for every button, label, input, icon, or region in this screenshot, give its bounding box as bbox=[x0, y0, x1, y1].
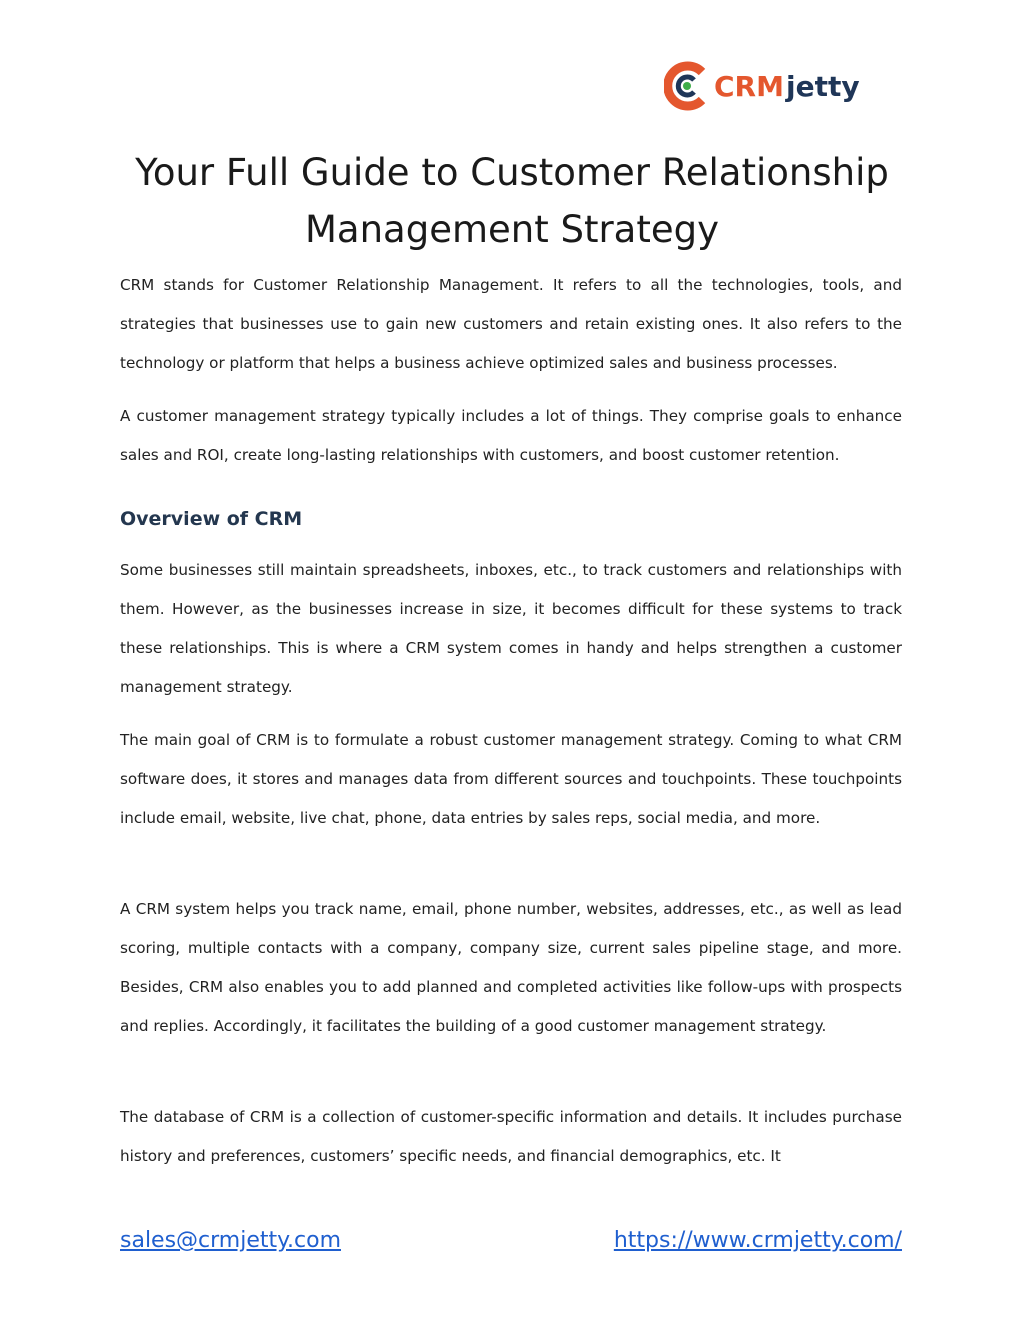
crmjetty-logo-icon bbox=[664, 60, 710, 112]
title-line-2: Management Strategy bbox=[304, 208, 720, 251]
logo-jetty-text: jetty bbox=[785, 69, 860, 103]
overview-paragraph-2: The main goal of CRM is to formulate a robust customer management strategy. Coming to what CRM software does, it stores and manages data from different sources and touchpoints. These touchpoints include email, website, live chat, phone, data entries by sales reps, social media, and more. bbox=[120, 731, 902, 827]
intro-paragraph-2: A customer management strategy typically includes a lot of things. They comprise goals to enhance sales and ROI, create long-lasting relationships with customers, and boost customer retention. bbox=[120, 407, 902, 464]
logo-crm-text: CRM bbox=[714, 69, 784, 103]
page-title bbox=[120, 144, 904, 258]
overview-paragraph-3: A CRM system helps you track name, email, phone number, websites, addresses, etc., as well as lead scoring, multiple contacts with a company, company size, current sales pipeline stage, and more. Besides, CRM also enables you to add planned and completed activities like follow-ups with prospects and replies. Accordingly, it facilitates the building of a good customer management strategy. bbox=[120, 900, 902, 1035]
intro-paragraph-1: CRM stands for Customer Relationship Management. It refers to all the technologies, tools, and strategies that businesses use to gain new customers and retain existing ones. It also refers to the technology or platform that helps a business achieve optimized sales and business processes. bbox=[120, 276, 902, 372]
footer-website-link[interactable]: https://www.crmjetty.com/ bbox=[613, 1228, 902, 1253]
section-heading-overview: Overview of CRM bbox=[120, 508, 303, 530]
overview-paragraph-4: The database of CRM is a collection of customer-specific information and details. It includes purchase history and preferences, customers’ specific needs, and financial demographics, etc. It bbox=[120, 1108, 902, 1165]
title-line-1: Your Full Guide to Customer Relationship bbox=[135, 151, 889, 194]
crmjetty-logo bbox=[664, 58, 860, 114]
overview-paragraph-1: Some businesses still maintain spreadsheets, inboxes, etc., to track customers and relationships with them. However, as the businesses increase in size, it becomes difficult for these systems to track these relationships. This is where a CRM system comes in handy and helps strengthen a customer management strategy. bbox=[120, 561, 902, 696]
footer-email-link[interactable]: sales@crmjetty.com bbox=[120, 1228, 341, 1253]
